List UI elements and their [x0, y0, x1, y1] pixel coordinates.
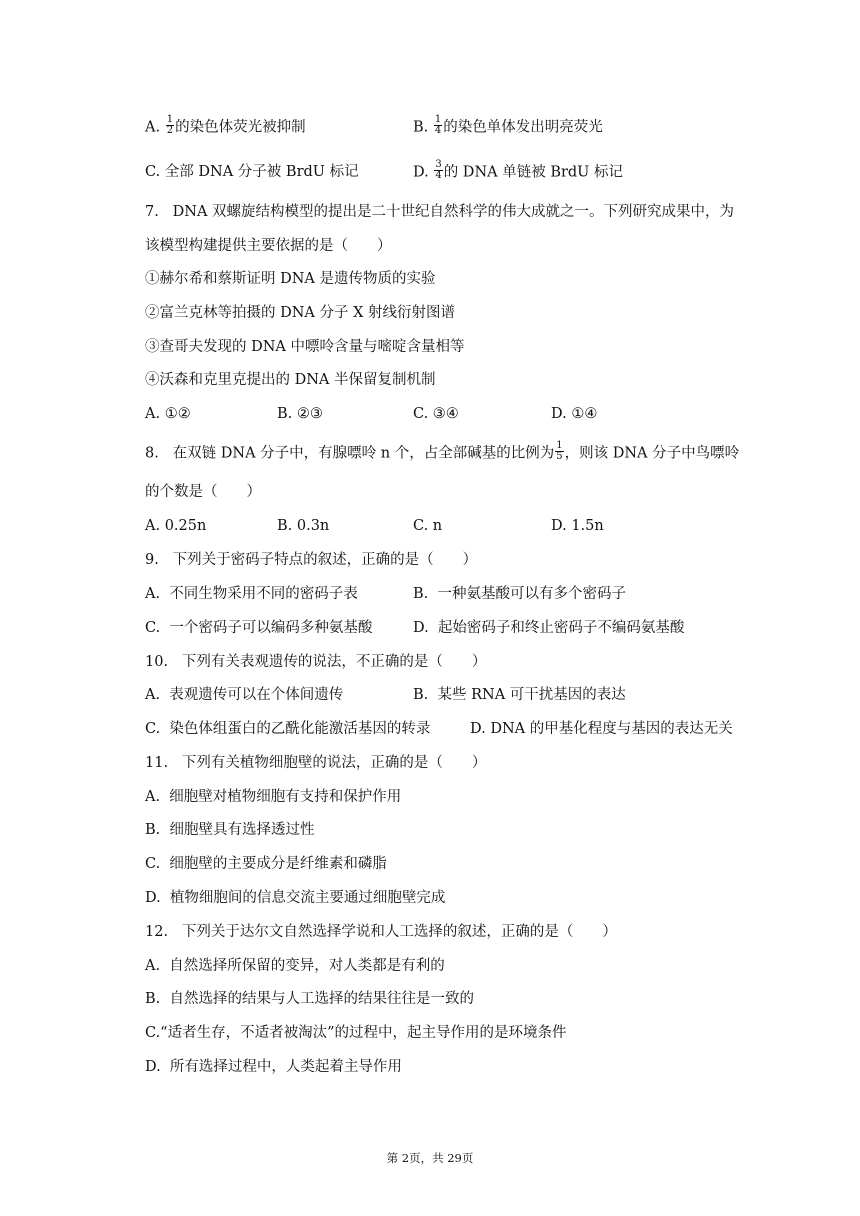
q9-option-a: A. 不同生物采用不同的密码子表	[145, 586, 358, 602]
q9-stem: 9. 下列关于密码子特点的叙述，正确的是（ ）	[145, 552, 478, 568]
q10-option-c: C. 染色体组蛋白的乙酰化能激活基因的转录	[145, 721, 431, 737]
q8-option-c: C. n	[413, 518, 443, 534]
q6-option-c: C. 全部 DNA 分子被 BrdU 标记	[145, 164, 359, 180]
fraction: $\frac{3}{4}$	[435, 159, 442, 181]
q6-option-d: D. $\frac{3}{4}$ 的 DNA 单链被 BrdU 标记	[413, 159, 624, 181]
q9-option-c: C. 一个密码子可以编码多种氨基酸	[145, 620, 373, 636]
q7-stem-line1: 7. DNA 双螺旋结构模型的提出是二十世纪自然科学的伟大成就之一。下列研究成果中，为	[145, 204, 735, 220]
q7-option-d: D. ①④	[551, 406, 598, 422]
q8-stem-line1: 8. 在双链 DNA 分子中，有腺嘌呤 n 个，占全部碱基的比例为 $\frac{1}{5}$ ，则该 DNA 分子中鸟嘌呤	[145, 440, 740, 462]
fraction: $\frac{1}{5}$	[556, 440, 563, 462]
q12-stem: 12. 下列关于达尔文自然选择学说和人工选择的叙述，正确的是（ ）	[145, 924, 617, 940]
q7-item-4: ④沃森和克里克提出的 DNA 半保留复制机制	[145, 372, 436, 388]
fraction: $\frac{1}{4}$	[434, 114, 442, 136]
q10-option-a: A. 表观遗传可以在个体间遗传	[145, 687, 344, 703]
q12-option-a: A. 自然选择所保留的变异，对人类都是有利的	[145, 958, 445, 974]
q7-item-1: ①赫尔希和蔡斯证明 DNA 是遗传物质的实验	[145, 271, 436, 287]
q9-option-b: B. 一种氨基酸可以有多个密码子	[413, 586, 626, 602]
q12-option-c: C.“适者生存，不适者被淘汰”的过程中，起主导作用的是环境条件	[145, 1025, 567, 1041]
q11-option-a: A. 细胞壁对植物细胞有支持和保护作用	[145, 789, 402, 805]
q8-option-b: B. 0.3n	[277, 518, 330, 534]
q7-item-2: ②富兰克林等拍摄的 DNA 分子 X 射线衍射图谱	[145, 305, 456, 321]
q11-option-c: C. 细胞壁的主要成分是纤维素和磷脂	[145, 856, 387, 872]
q7-stem-line2: 该模型构建提供主要依据的是（ ）	[145, 238, 392, 254]
fraction: $\frac{1}{2}$	[166, 114, 174, 136]
q10-option-d: D. DNA 的甲基化程度与基因的表达无关	[470, 721, 733, 737]
q11-option-d: D. 植物细胞间的信息交流主要通过细胞壁完成	[145, 890, 446, 906]
q11-option-b: B. 细胞壁具有选择透过性	[145, 822, 315, 838]
q8-stem-line2: 的个数是（ ）	[145, 484, 261, 500]
q9-option-d: D. 起始密码子和终止密码子不编码氨基酸	[413, 620, 685, 636]
q10-option-b: B. 某些 RNA 可干扰基因的表达	[413, 687, 626, 703]
q7-option-c: C. ③④	[413, 406, 459, 422]
q10-stem: 10. 下列有关表观遗传的说法，不正确的是（ ）	[145, 654, 487, 670]
page-number-footer: 第 2页，共 29页	[386, 1151, 474, 1165]
q6-option-b: B. $\frac{1}{4}$ 的染色单体发出明亮荧光	[413, 114, 603, 136]
q11-stem: 11. 下列有关植物细胞壁的说法，正确的是（ ）	[145, 755, 487, 771]
q6-option-a: A. $\frac{1}{2}$ 的染色体荧光被抑制	[145, 114, 306, 136]
q12-option-b: B. 自然选择的结果与人工选择的结果往往是一致的	[145, 991, 474, 1007]
q8-option-d: D. 1.5n	[551, 518, 604, 534]
q7-option-b: B. ②③	[277, 406, 323, 422]
q8-option-a: A. 0.25n	[145, 518, 207, 534]
q12-option-d: D. 所有选择过程中，人类起着主导作用	[145, 1059, 402, 1075]
q7-option-a: A. ①②	[145, 406, 191, 422]
q7-item-3: ③查哥夫发现的 DNA 中嘌呤含量与嘧啶含量相等	[145, 339, 465, 355]
